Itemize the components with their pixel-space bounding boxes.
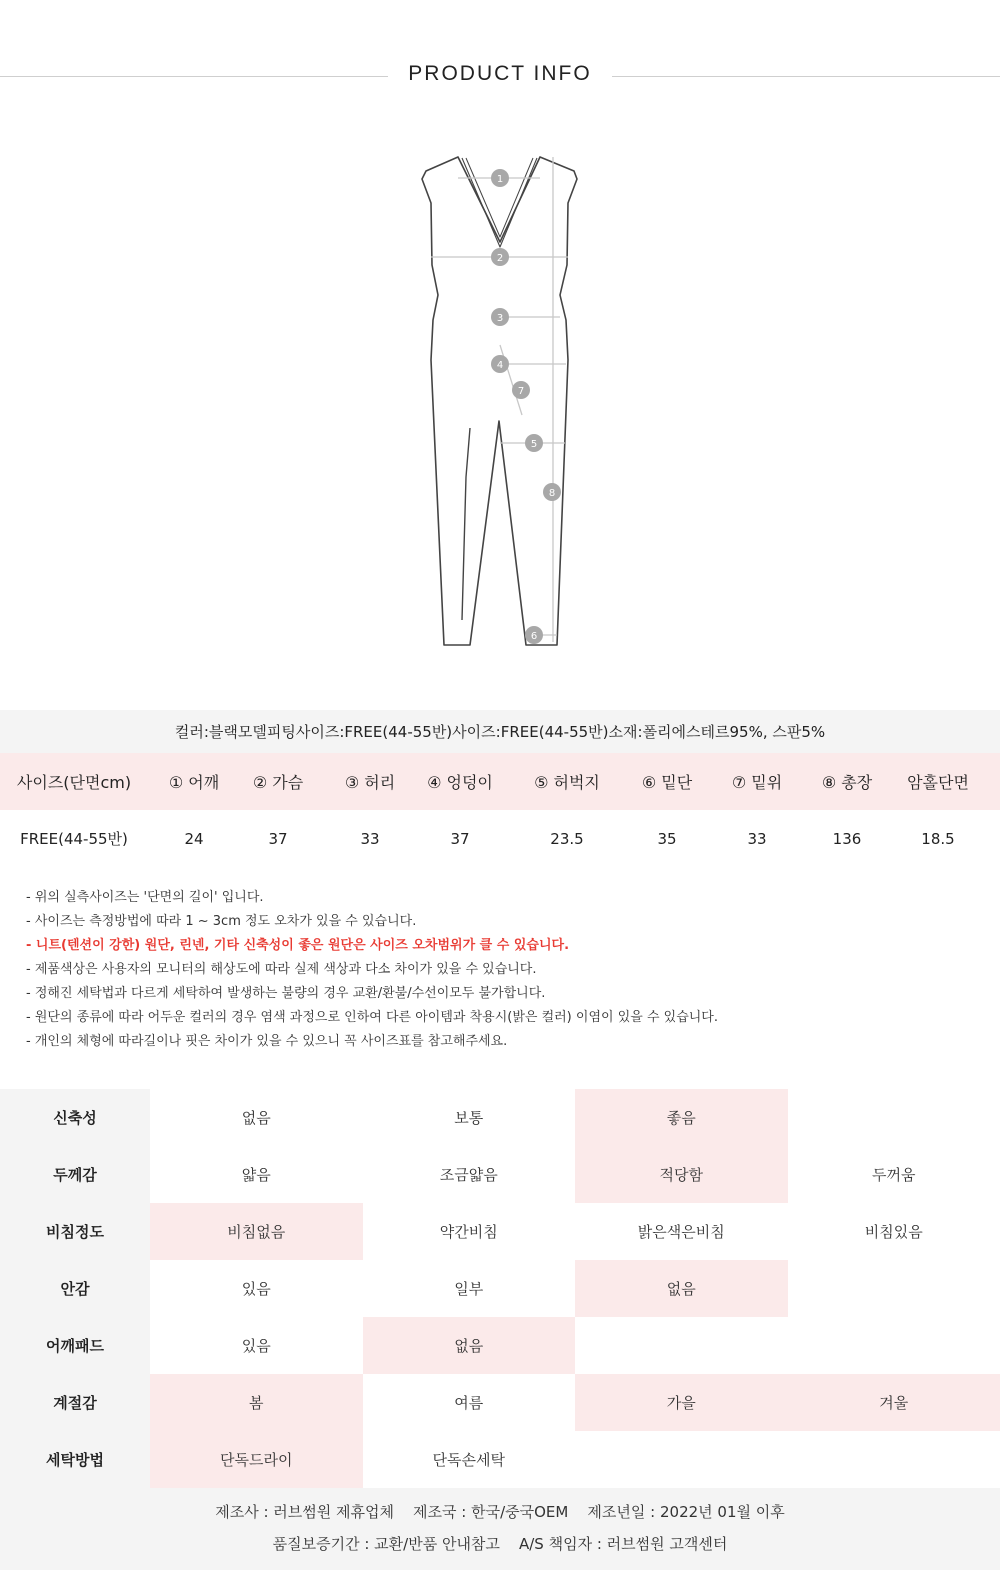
size-header-hip: ④ 엉덩이 xyxy=(427,773,493,792)
model-size-label: 모델피팅사이즈 xyxy=(237,723,340,741)
attribute-option xyxy=(788,1431,1000,1488)
attribute-option xyxy=(575,1317,788,1374)
size-header-waist: ③ 허리 xyxy=(344,773,396,792)
size-header-thigh: ⑤ 허벅지 xyxy=(534,773,600,792)
marker-3-label: 3 xyxy=(496,313,504,324)
fabric-attribute-table xyxy=(0,1089,1000,1488)
separator: : xyxy=(495,722,501,741)
warning-note: - 니트(텐션이 강한) 원단, 린넨, 기타 신축성이 좋은 원단은 사이즈 오차범위가 클 수 있습니다. xyxy=(26,938,570,953)
note-item: - 원단의 종류에 따라 어두운 컬러의 경우 염색 과정으로 인하여 다른 아이템과 착용시(밝은 컬러) 이염이 있을 수 있습니다. xyxy=(26,1010,719,1025)
attribute-option-selected: 단독드라이 xyxy=(150,1431,363,1488)
attribute-option-selected: 비침없음 xyxy=(150,1203,363,1260)
jumpsuit-illustration xyxy=(400,145,600,660)
separator: : xyxy=(339,722,345,741)
marker-7-label: 7 xyxy=(517,386,525,397)
title-divider-left xyxy=(0,76,388,77)
attribute-option-selected: 적당함 xyxy=(575,1146,788,1203)
size-cell-size: FREE(44-55반) xyxy=(20,830,128,848)
color-label: 컬러 xyxy=(174,723,204,741)
note-item: - 개인의 체형에 따라길이나 핏은 차이가 있을 수 있으니 꼭 사이즈표를 참고해주세요. xyxy=(26,1034,508,1049)
size-cell-hip: 37 xyxy=(450,829,470,848)
attribute-label: 안감 xyxy=(0,1260,150,1317)
size-cell-rise: 33 xyxy=(747,829,767,848)
marker-2-label: 2 xyxy=(496,253,504,264)
attribute-option: 보통 xyxy=(454,1109,484,1127)
size-cell-hem: 35 xyxy=(657,829,677,848)
attribute-option xyxy=(788,1260,1000,1317)
attribute-option: 있음 xyxy=(241,1337,271,1355)
size-cell-thigh: 23.5 xyxy=(550,829,584,848)
attribute-row xyxy=(0,1146,1000,1203)
size-cell-length: 136 xyxy=(832,829,862,848)
attribute-label: 어깨패드 xyxy=(0,1317,150,1374)
attribute-row xyxy=(0,1260,1000,1317)
attribute-option: 여름 xyxy=(454,1394,484,1412)
separator: : xyxy=(203,722,209,741)
model-size-value: FREE(44-55반) xyxy=(344,723,453,741)
attribute-option-selected: 없음 xyxy=(575,1260,788,1317)
manufacturer-info: 제조사 : 러브썸원 제휴업체 제조국 : 한국/중국OEM 제조년일 : 2022년 01월 이후 xyxy=(215,1503,785,1521)
size-header-size: 사이즈(단면cm) xyxy=(16,773,132,792)
attribute-option xyxy=(575,1431,788,1488)
note-item: - 정해진 세탁법과 다르게 세탁하여 발생하는 불량의 경우 교환/환불/수선이모두 불가합니다. xyxy=(26,986,546,1001)
note-item: - 사이즈는 측정방법에 따라 1 ~ 3cm 정도 오차가 있을 수 있습니다. xyxy=(26,914,417,929)
table-row xyxy=(0,810,1000,867)
size-cell-waist: 33 xyxy=(360,829,380,848)
attribute-option-selected: 봄 xyxy=(150,1374,363,1431)
size-header-length: ⑧ 총장 xyxy=(821,773,873,792)
size-cell-armhole: 18.5 xyxy=(921,829,955,848)
size-cell-shoulder: 24 xyxy=(184,829,204,848)
note-item: - 제품색상은 사용자의 모니터의 해상도에 따라 실제 색상과 다소 차이가 있을 수 있습니다. xyxy=(26,962,537,977)
product-measurement-figure xyxy=(400,145,600,660)
product-info-summary xyxy=(0,710,1000,753)
attribute-option: 약간비침 xyxy=(439,1223,498,1241)
section-title-row xyxy=(0,58,1000,96)
note-item: - 위의 실측사이즈는 '단면의 길이' 입니다. xyxy=(26,890,264,905)
attribute-label: 두께감 xyxy=(0,1146,150,1203)
attribute-option: 있음 xyxy=(241,1280,271,1298)
attribute-option: 조금얇음 xyxy=(439,1166,498,1184)
separator: : xyxy=(637,722,643,741)
attribute-option-selected: 겨울 xyxy=(788,1374,1000,1431)
size-header-rise: ⑦ 밑위 xyxy=(731,773,783,792)
attribute-label: 계절감 xyxy=(0,1374,150,1431)
warranty-info: 품질보증기간 : 교환/반품 안내참고 A/S 책임자 : 러브썸원 고객센터 xyxy=(272,1535,728,1553)
size-value: FREE(44-55반) xyxy=(500,723,609,741)
attribute-option-selected: 없음 xyxy=(363,1317,576,1374)
title-divider-right xyxy=(612,76,1000,77)
size-table xyxy=(0,753,1000,867)
attribute-option-selected: 좋음 xyxy=(575,1089,788,1146)
size-cell-chest: 37 xyxy=(268,829,288,848)
size-header-chest: ② 가슴 xyxy=(252,773,304,792)
attribute-option: 일부 xyxy=(454,1280,484,1298)
product-legal-footer xyxy=(0,1488,1000,1570)
attribute-option: 비침있음 xyxy=(864,1223,923,1241)
size-notes xyxy=(26,886,966,1054)
attribute-option: 없음 xyxy=(241,1109,271,1127)
size-table-header xyxy=(0,753,1000,810)
attribute-option: 단독손세탁 xyxy=(432,1451,505,1469)
attribute-option xyxy=(788,1089,1000,1146)
attribute-row xyxy=(0,1431,1000,1488)
size-header-hem: ⑥ 밑단 xyxy=(641,773,693,792)
attribute-option-selected: 가을 xyxy=(575,1374,788,1431)
page-title: PRODUCT INFO xyxy=(408,62,592,85)
material-value: 폴리에스테르95%, 스판5% xyxy=(642,723,826,741)
attribute-option: 밝은색은비침 xyxy=(637,1223,725,1241)
attribute-row xyxy=(0,1317,1000,1374)
attribute-row xyxy=(0,1374,1000,1431)
marker-6-label: 6 xyxy=(530,631,538,642)
marker-5-label: 5 xyxy=(530,439,538,450)
attribute-row xyxy=(0,1203,1000,1260)
attribute-row xyxy=(0,1089,1000,1146)
size-header-armhole: 암홀단면 xyxy=(907,773,969,792)
marker-8-label: 8 xyxy=(548,488,556,499)
size-header-shoulder: ① 어깨 xyxy=(168,773,220,792)
attribute-label: 신축성 xyxy=(0,1089,150,1146)
attribute-label: 세탁방법 xyxy=(0,1431,150,1488)
marker-1-label: 1 xyxy=(496,174,504,185)
size-label: 사이즈 xyxy=(452,723,496,741)
marker-4-label: 4 xyxy=(496,360,504,371)
material-label: 소재 xyxy=(608,723,638,741)
attribute-label: 비침정도 xyxy=(0,1203,150,1260)
color-value: 블랙 xyxy=(208,723,238,741)
attribute-option xyxy=(788,1317,1000,1374)
attribute-option: 두꺼움 xyxy=(872,1166,916,1184)
attribute-option: 얇음 xyxy=(241,1166,271,1184)
